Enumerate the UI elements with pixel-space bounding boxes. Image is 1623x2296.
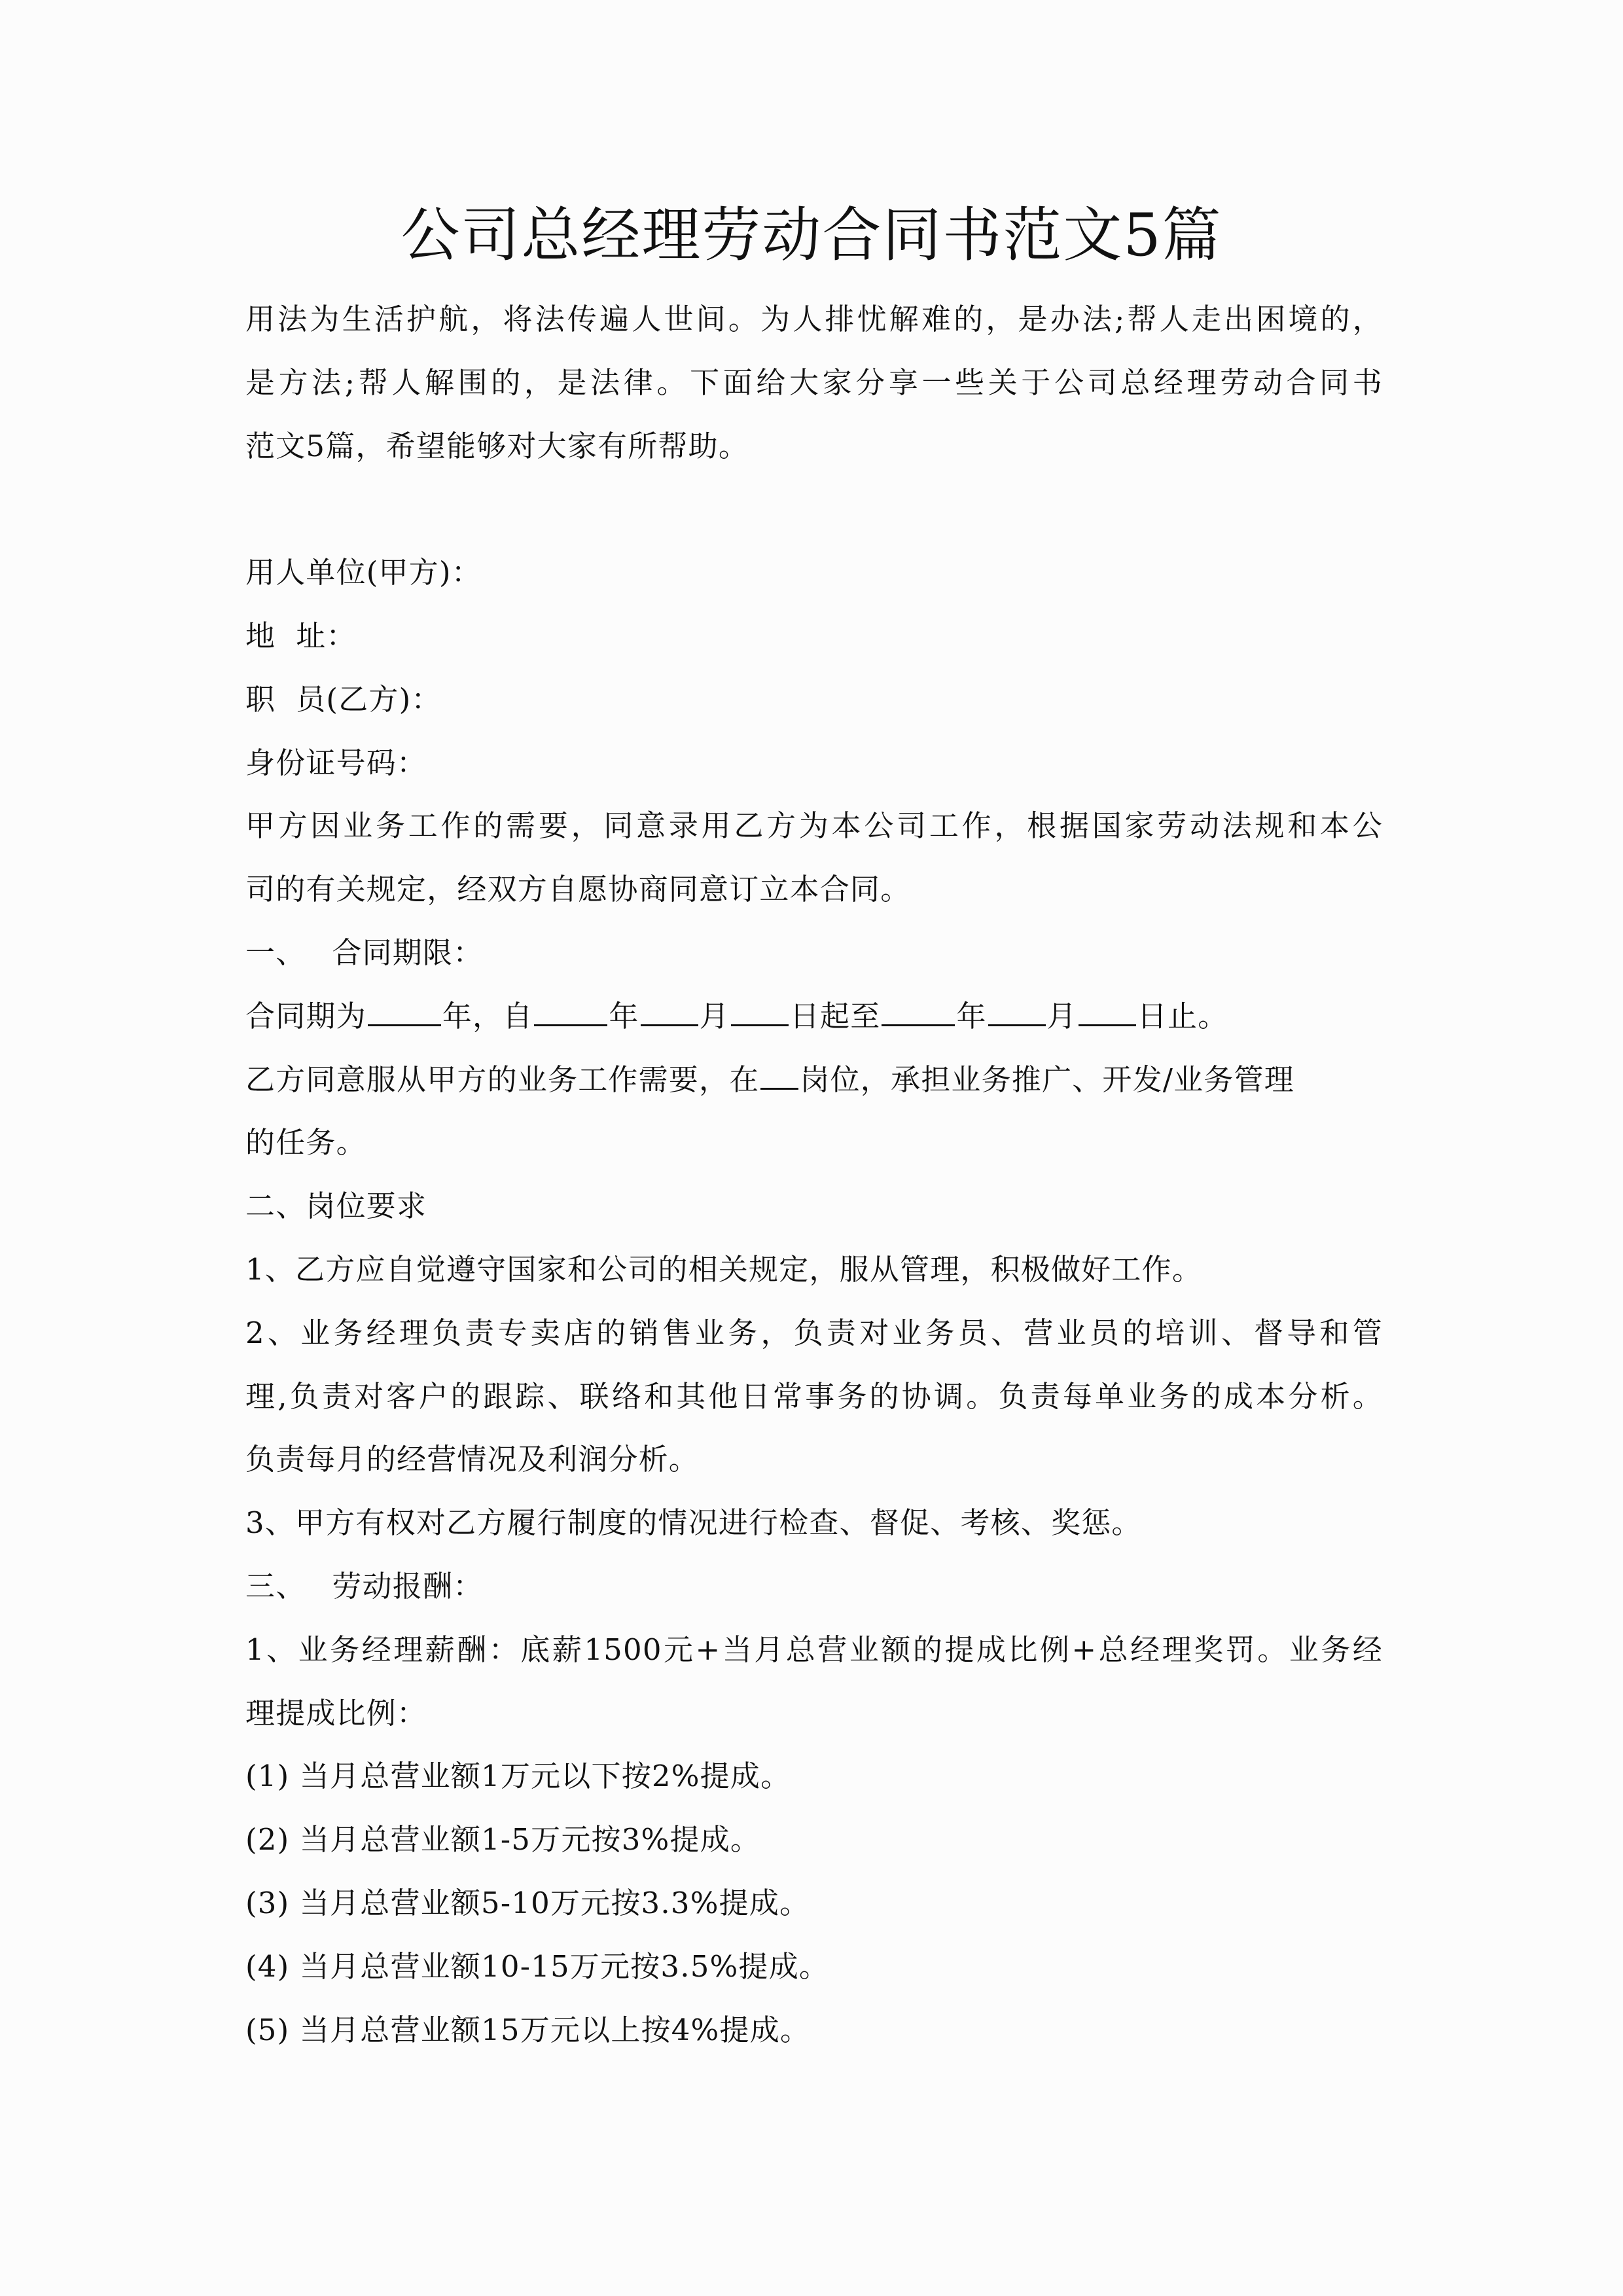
employee-field-label: 职 员(乙方)： [245,681,442,717]
tier-text: 当月总营业额1万元以下按2%提成。 [299,1759,791,1794]
section-1-heading [245,922,1397,985]
spacer [245,478,1397,541]
section-2-item-3: 3、甲方有权对乙方履行制度的情况进行检查、督促、考核、奖惩。 [245,1505,1142,1541]
intro-line-1: 用法为生活护航，将法传遍人世间。为人排忧解难的，是办法;帮人走出困境的， [245,302,1383,336]
duty-line-2: 的任务。 [245,1125,366,1160]
term-text: 月 [699,998,730,1033]
commission-tier-2 [245,1808,1397,1872]
tier-label: (3) [245,1885,290,1920]
intro-line-2: 是方法;帮人解围的，是法律。下面给大家分享一些关于公司总经理劳动合同书 [245,365,1383,400]
term-text: 月 [1046,998,1077,1033]
section-2-item-2-line-2: 理,负责对客户的跟踪、联络和其他日常事务的协调。负责每单业务的成本分析。 [245,1378,1383,1414]
section-2-item-1: 1、乙方应自觉遵守国家和公司的相关规定，服从管理，积极做好工作。 [245,1251,1203,1287]
tier-text: 当月总营业额15万元以上按4%提成。 [299,2012,811,2047]
tier-label: (4) [245,1948,290,1984]
section-3-title: 劳动报酬： [332,1568,484,1604]
start-year-blank [534,999,607,1026]
id-number-field-label: 身份证号码： [245,745,427,780]
section-2-heading: 二、岗位要求 [245,1189,427,1224]
document-body [245,288,1397,2062]
section-1-title: 合同期限： [332,935,484,970]
duty-text: 岗位，承担业务推广、开发/业务管理 [800,1062,1294,1097]
tier-label: (1) [245,1759,290,1794]
end-month-blank [988,999,1046,1026]
address-field-label: 地 址： [245,618,357,653]
duty-line-1 [245,1049,1397,1112]
term-text: 日止。 [1137,998,1228,1033]
preamble-line-1: 甲方因业务工作的需要，同意录用乙方为本公司工作，根据国家劳动法规和本公 [245,808,1383,844]
employer-field-label: 用人单位(甲方)： [245,555,482,590]
position-blank [760,1063,798,1090]
section-3-item-1-line-2: 理提成比例： [245,1695,427,1731]
term-text: 日起至 [789,998,881,1033]
section-3-number: 三、 [245,1568,306,1604]
contract-term-line [245,985,1397,1049]
section-2-item-2-line-1: 2、业务经理负责专卖店的销售业务，负责对业务员、营业员的培训、督导和管 [245,1315,1383,1350]
preamble-line-2: 司的有关规定，经双方自愿协商同意订立本合同。 [245,872,911,907]
commission-tier-1 [245,1745,1397,1808]
term-text: 年 [956,998,987,1033]
intro-line-3: 范文5篇，希望能够对大家有所帮助。 [245,428,749,463]
commission-tier-4 [245,1935,1397,1999]
start-day-blank [731,999,789,1026]
section-3-heading [245,1555,1397,1619]
commission-tier-3 [245,1872,1397,1935]
end-day-blank [1079,999,1136,1026]
commission-tier-5 [245,1999,1397,2062]
term-text: 年 [609,998,639,1033]
tier-text: 当月总营业额10-15万元按3.5%提成。 [299,1948,830,1984]
tier-label: (5) [245,2012,290,2047]
term-text: 合同期为 [245,998,366,1033]
tier-text: 当月总营业额1-5万元按3%提成。 [299,1822,761,1857]
document-title: 公司总经理劳动合同书范文5篇 [401,201,1222,270]
section-2-item-2-line-3: 负责每月的经营情况及利润分析。 [245,1442,700,1477]
section-3-item-1-line-1: 1、业务经理薪酬：底薪1500元+当月总营业额的提成比例+总经理奖罚。业务经 [245,1632,1383,1667]
duty-text: 乙方同意服从甲方的业务工作需要，在 [245,1062,760,1097]
tier-text: 当月总营业额5-10万元按3.3%提成。 [299,1885,810,1920]
tier-label: (2) [245,1822,290,1857]
term-years-blank [368,999,441,1026]
end-year-blank [882,999,955,1026]
start-month-blank [641,999,698,1026]
section-1-number: 一、 [245,935,306,970]
term-text: 年，自 [442,998,533,1033]
